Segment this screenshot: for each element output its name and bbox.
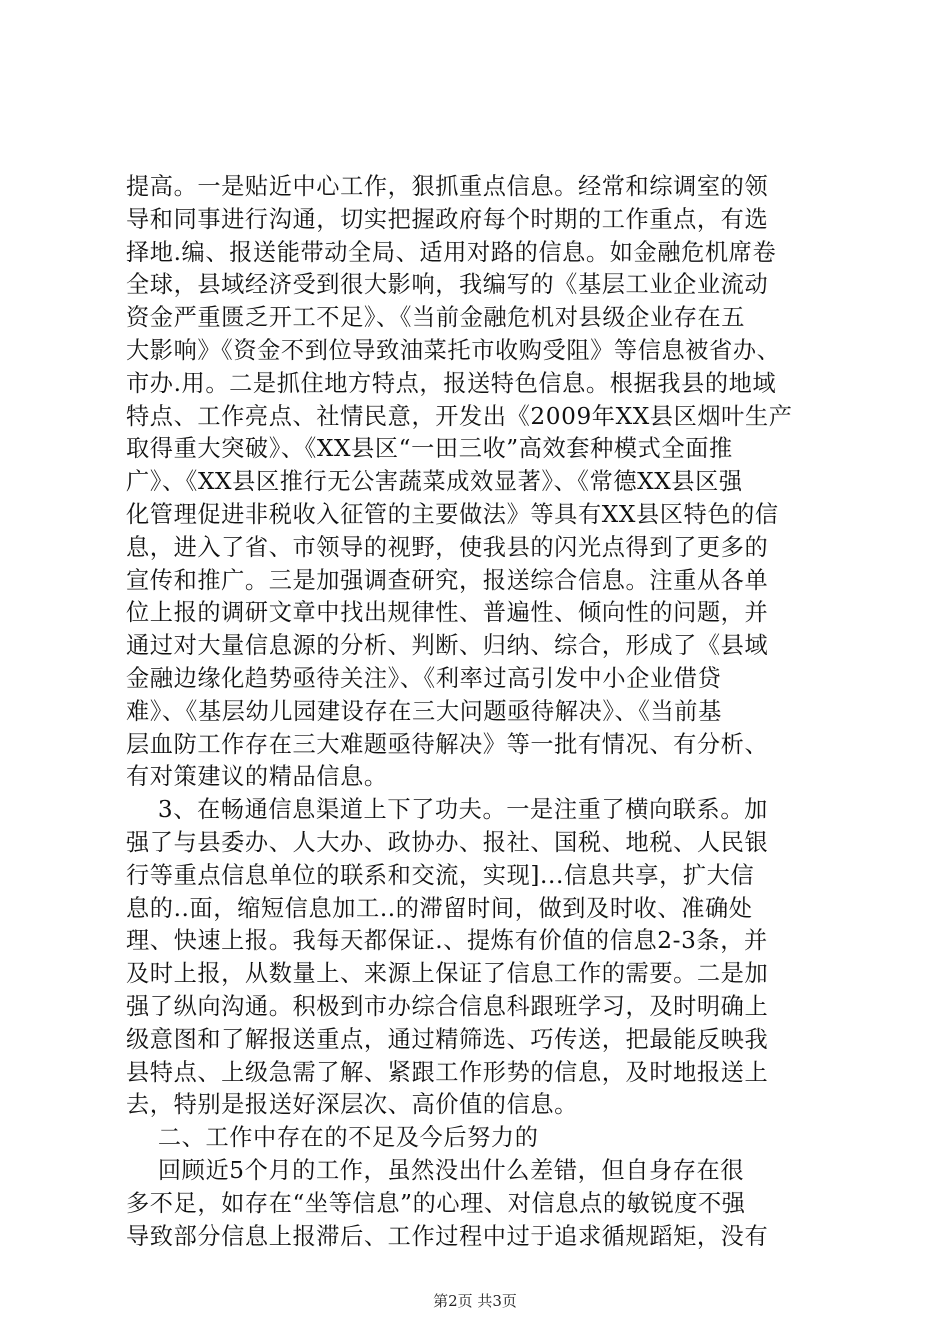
text-line: 大影响》《资金不到位导致油菜托市收购受阻》等信息被省办、: [126, 336, 781, 364]
text-line: 化管理促进非税收入征管的主要做法》等具有XX县区特色的信: [126, 500, 779, 528]
text-line: 理、快速上报。我每天都保证.、提炼有价值的信息2-3条，并: [126, 927, 768, 955]
text-line: 3、在畅通信息渠道上下了功夫。一是注重了横向联系。加: [126, 796, 768, 824]
text-line: 全球，县域经济受到很大影响，我编写的《基层工业企业流动: [126, 271, 769, 299]
text-line: 择地.编、报送能带动全局、适用对路的信息。如金融危机席卷: [126, 238, 777, 266]
text-line: 有对策建议的精品信息。: [126, 763, 388, 791]
text-line: 多不足，如存在“坐等信息”的心理、对信息点的敏锐度不强: [126, 1189, 746, 1217]
text-line: 强了与县委办、人大办、政协办、报社、国税、地税、人民银: [126, 828, 769, 856]
text-line: 行等重点信息单位的联系和交流，实现]...信息共享，扩大信: [126, 861, 755, 889]
text-line: 资金严重匮乏开工不足》、《当前金融危机对县级企业存在五: [126, 304, 746, 332]
text-line: 金融边缘化趋势亟待关注》、《利率过高引发中小企业借贷: [126, 664, 722, 692]
text-line: 取得重大突破》、《XX县区“一田三收”高效套种模式全面推: [126, 435, 733, 463]
text-line: 导和同事进行沟通，切实把握政府每个时期的工作重点，有选: [126, 205, 769, 233]
text-line: 通过对大量信息源的分析、判断、归纳、综合，形成了《县域: [126, 632, 769, 660]
text-line: 导致部分信息上报滞后、工作过程中过于追求循规蹈矩，没有: [126, 1222, 769, 1250]
text-line: 广》、《XX县区推行无公害蔬菜成效显著》、《常德XX县区强: [126, 468, 743, 496]
body-text: [126, 171, 836, 1253]
text-line: 位上报的调研文章中找出规律性、普遍性、倾向性的问题，并: [126, 599, 769, 627]
text-line: 强了纵向沟通。积极到市办综合信息科跟班学习，及时明确上: [126, 992, 769, 1020]
text-line: 级意图和了解报送重点，通过精筛选、巧传送，把最能反映我: [126, 1025, 769, 1053]
page-footer: 第2页 共3页: [433, 1292, 517, 1310]
text-line: 息的..面，缩短信息加工..的滞留时间，做到及时收、准确处: [126, 894, 753, 922]
text-line: 二、工作中存在的不足及今后努力的: [126, 1124, 539, 1152]
text-line: 特点、工作亮点、社情民意，开发出《2009年XX县区烟叶生产: [126, 402, 793, 430]
text-line: 回顾近5个月的工作，虽然没出什么差错，但自身存在很: [126, 1156, 745, 1184]
text-line: 难》、《基层幼儿园建设存在三大问题亟待解决》、《当前基: [126, 697, 722, 725]
text-line: 市办.用。二是抓住地方特点，报送特色信息。根据我县的地域: [126, 369, 777, 397]
text-line: 县特点、上级急需了解、紧跟工作形势的信息，及时地报送上: [126, 1058, 769, 1086]
text-line: 息，进入了省、市领导的视野，使我县的闪光点得到了更多的: [126, 533, 769, 561]
text-line: 提高。一是贴近中心工作，狠抓重点信息。经常和综调室的领: [126, 173, 769, 200]
text-line: 去，特别是报送好深层次、高价值的信息。: [126, 1091, 578, 1119]
text-line: 及时上报，从数量上、来源上保证了信息工作的需要。二是加: [126, 960, 769, 988]
text-line: 宣传和推广。三是加强调查研究，报送综合信息。注重从各单: [126, 566, 769, 594]
text-line: 层血防工作存在三大难题亟待解决》等一批有情况、有分析、: [126, 730, 769, 758]
